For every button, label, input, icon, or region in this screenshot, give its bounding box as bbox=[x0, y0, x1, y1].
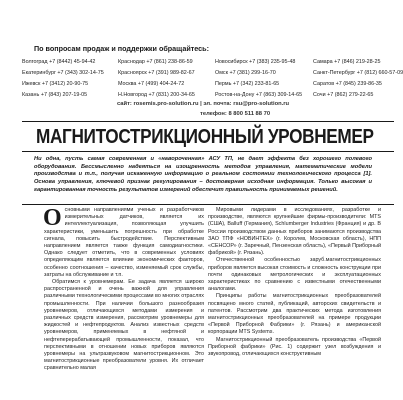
divider-top bbox=[22, 121, 394, 122]
drop-cap: О bbox=[43, 205, 62, 231]
contacts-grid bbox=[22, 59, 403, 103]
contact-cell: Самара +7 (846) 219-28-25 bbox=[313, 59, 381, 65]
contact-cell: Казань +7 (843) 207-19-05 bbox=[22, 92, 88, 98]
article-column-left bbox=[44, 207, 204, 397]
article-column-right bbox=[208, 207, 381, 397]
contact-cell: Ростов-на-Дону +7 (863) 309-14-65 bbox=[215, 92, 303, 98]
contact-cell: Новосибирск +7 (383) 235-95-48 bbox=[215, 59, 296, 65]
paragraph: Отечественной особенностью заруб.магнитострикционных приборов является высокая стоимость и сложность конструкции при почти одинаковых метрологических и эксплуатационных характеристиках по сравнению с известными отечественными аналогами. bbox=[208, 257, 381, 293]
phone-line: телефон: 8 800 511 88 70 bbox=[200, 111, 271, 117]
contacts-title: По вопросам продаж и поддержки обращайтесь: bbox=[34, 44, 209, 53]
paragraph: Обратимся к уровнемерам. Ее задача является широко распространенной и очень важной для управления различными технологическими процессами во многих отраслях промышленности. При наличии большого разнообразия уровнемеров, отличающихся методами измерения и различных средств измерения, рассмотрим уровнемеры для жидкостей и нефтепродуктов. Анализ известных средств уровнемеров, применяемых в нефтяной и нефтеперерабатывающей промышленности, показал, что перспективными в отношении новых приборов являются уровнемеры на ультразвуковом магнитострикционном. Это магнитострикционные преобразователи уровня. Их отличает сравнительно малая bbox=[44, 279, 204, 372]
article-headline: МАГНИТОСТРИКЦИОННЫЙ УРОВНЕМЕР bbox=[36, 126, 374, 148]
paragraph-text: сновными направлениями ученых и разработчиков измерительных датчиков, является их интеллектуализация, позволяющая улучшить характеристики, уменьшить погрешность при обработке сигнала, повысить быстродействие. Перспективным направлением является также функция самодиагностики. Однако следует отметить, что в современных условиях определяющим является влияние экономических факторов, особенно соотношения – качество, изменяемый срок службы, затраты на обслуживание и т.п. bbox=[44, 207, 204, 278]
contact-cell: Санкт-Петербург +7 (812) 660-57-09 bbox=[313, 70, 403, 76]
paragraph: Магнитострикционный преобразователь производства «Первой Приборной фабрики» (Рис. 1) содержит узел возбуждения и звукопровод, отличающихся конструктивным bbox=[208, 336, 381, 358]
contact-cell: Сочи +7 (862) 279-22-65 bbox=[313, 92, 374, 98]
article-lead: Ни одна, пусть самая современная и «навороченная» АСУ ТП, не дает эффекта без хорошего полевого оборудования. Бессмысленно надеяться на изощренность методов управления, математические модели производства и т.п., получая искаженную информацию о реальном состоянии технологического процесса [1]. Основа управления, ключевой признак регулирования – достоверная исходная информация. Только высокая и гарантированная точность результатов измерений обеспечит правильность принимаемых решений. bbox=[34, 156, 372, 193]
contact-cell: Н.Новгород +7 (831) 200-34-65 bbox=[118, 92, 195, 98]
contact-cell: Пермь +7 (342) 233-81-65 bbox=[215, 81, 280, 87]
paragraph: Мировыми лидерами в исследованиях, разработке и производстве, являются крупнейшие фирмы-производители: MTS (США), Balluff (Германия), Schlumberger Industries (Франция) и др. В России производством данных приборов занимаются производства ЗАО ТПФ «НОВИНТЕХ» (г. Королев, Московская область), НПП «СЕНСОР» (г. Заречный, Пензенская область), «Первый Приборный фабрикой» (г. Рязань). bbox=[208, 207, 381, 257]
divider-bottom bbox=[22, 204, 394, 205]
contact-cell: Омск +7 (381) 299-16-70 bbox=[215, 70, 276, 76]
contact-cell: Екатеринбург +7 (343) 302-14-75 bbox=[22, 70, 104, 76]
contact-cell: Москва +7 (499) 404-24-72 bbox=[118, 81, 185, 87]
contact-cell: Красноярск +7 (391) 989-82-67 bbox=[118, 70, 195, 76]
paragraph: Принципы работы магнитострикционных преобразователей посвящено много статей, публикаций, авторских свидетельств и патентов. Рассмотрим два практических метода изготовления магнитострикционных преобразователей на примере продукции «Первой Приборной Фабрики» (г. Рязань) и американской корпорации MTS Systems. bbox=[208, 293, 381, 336]
contact-cell: Саратов +7 (845) 239-86-35 bbox=[313, 81, 382, 87]
site-email-line: сайт: rosemis.pro-solution.ru | эл. почта: rsu@pro-solution.ru bbox=[117, 101, 290, 107]
contact-cell: Волгоград +7 (8442) 45-94-42 bbox=[22, 59, 96, 65]
contact-cell: Краснодар +7 (861) 238-86-59 bbox=[118, 59, 193, 65]
contact-cell: Ижевск +7 (3412) 20-90-75 bbox=[22, 81, 89, 87]
paragraph bbox=[44, 207, 204, 279]
